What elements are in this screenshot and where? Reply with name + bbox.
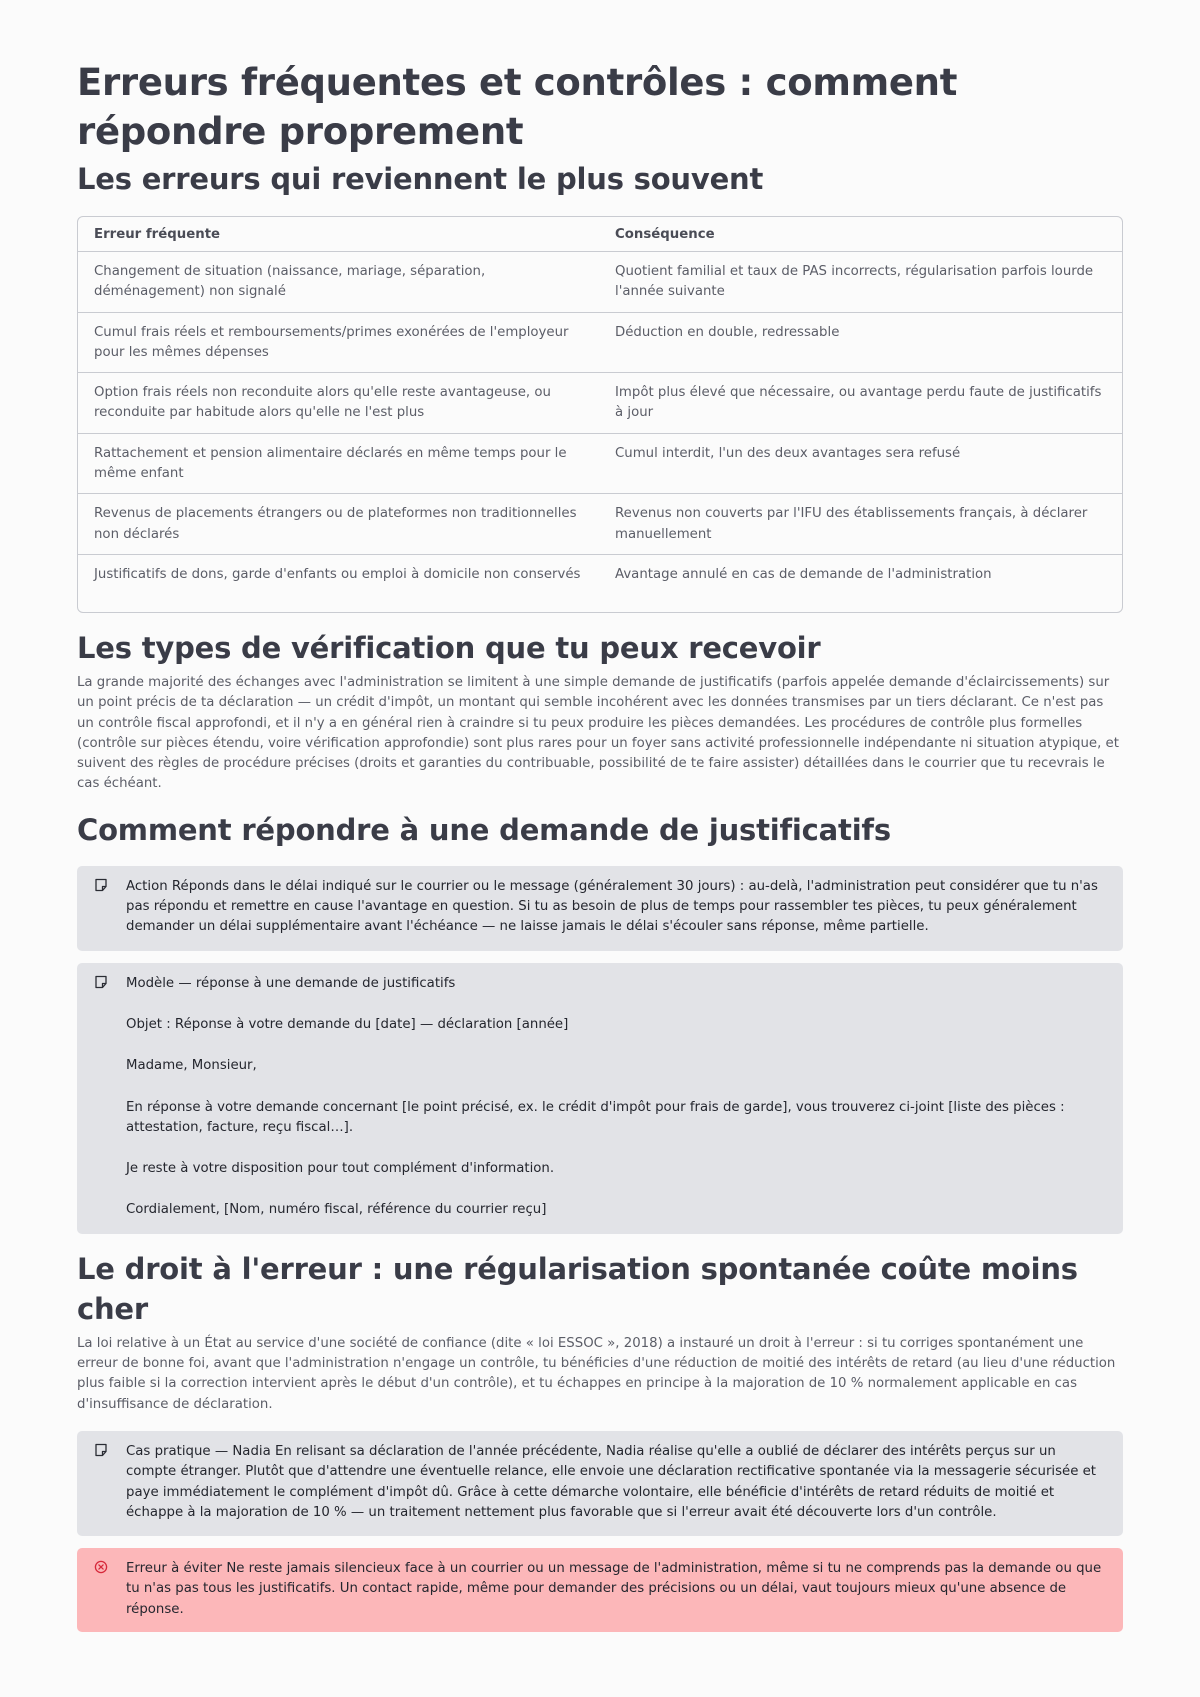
- case-study-callout: [77, 1431, 1123, 1536]
- template-closing: Je reste à votre disposition pour tout complément d'information.: [126, 1161, 555, 1177]
- errors-table: [77, 216, 1123, 613]
- page-title: Erreurs fréquentes et contrôles : comment répondre proprement: [77, 61, 958, 153]
- verification-paragraph: La grande majorité des échanges avec l'administration se limitent à une simple demande de justificatifs (parfois appelée demande d'éclaircissements) sur un point précis de ta déclaration — un crédit d'impôt, un montant qui semble incohérent avec les données transmises par un tiers déclarant. Ce n'est pas un contrôle fiscal approfondi, et il n'y a en général rien à craindre si tu peux produire les pièces demandées. Les procédures de contrôle plus formelles (contrôle sur pièces étendu, voire vérification approfondie) sont plus rares pour un foyer sans activité professionnelle indépendante ni situation atypique, et suivent des règles de procédure précises (droits et garanties du contribuable, possibilité de te faire assister) détaillées dans le courrier que tu recevrais le cas échéant.: [77, 674, 1119, 792]
- consequence-cell: Avantage annulé en cas de demande de l'administration: [599, 554, 1122, 612]
- error-circle-icon: [94, 1560, 108, 1574]
- right-to-error-paragraph: La loi relative à un État au service d'une société de confiance (dite « loi ESSOC », 2018) a instauré un droit à l'erreur : si tu corriges spontanément une erreur de bonne foi, avant que l'administration n'engage un contrôle, tu bénéficies d'une réduction de moitié des intérêts de retard (au lieu d'une réduction plus faible si la correction intervient après le début d'un contrôle), et tu échappes en principe à la majoration de 10 % normalement applicable en cas d'insuffisance de déclaration.: [77, 1335, 1116, 1412]
- action-callout-text: Action Réponds dans le délai indiqué sur le courrier ou le message (généralement 30 jours) : au-delà, l'administration peut considérer que tu n'as pas répondu et remettre en cause l'avantage en question. Si tu as besoin de plus de temps pour rassembler tes pièces, tu peux généralement demander un délai supplémentaire avant l'échéance — ne laisse jamais le délai s'écouler sans réponse, même partielle.: [126, 878, 1098, 935]
- note-icon: [94, 878, 108, 892]
- error-cell: Rattachement et pension alimentaire déclarés en même temps pour le même enfant: [78, 433, 599, 494]
- template-greeting: Madame, Monsieur,: [126, 1058, 257, 1074]
- table-row: [78, 372, 1122, 433]
- consequence-cell: Quotient familial et taux de PAS incorrects, régularisation parfois lourde l'année suivante: [599, 251, 1122, 312]
- error-cell: Justificatifs de dons, garde d'enfants ou emploi à domicile non conservés: [78, 554, 599, 612]
- case-study-text: Cas pratique — Nadia En relisant sa déclaration de l'année précédente, Nadia réalise qu'elle a oublié de déclarer des intérêts perçus sur un compte étranger. Plutôt que d'attendre une éventuelle relance, elle envoie une déclaration rectificative spontanée via la messagerie sécurisée et paye immédiatement le complément d'impôt dû. Grâce à cette démarche volontaire, elle bénéficie d'intérêts de retard réduits de moitié et échappe à la majoration de 10 % — un traitement nettement plus favorable que si l'erreur avait été découverte lors d'un contrôle.: [126, 1443, 1097, 1520]
- section-heading-errors: Les erreurs qui reviennent le plus souvent: [77, 162, 764, 196]
- warning-callout: [77, 1548, 1123, 1632]
- section-heading-right-to-error: Le droit à l'erreur : une régularisation spontanée coûte moins cher: [77, 1251, 1078, 1326]
- action-callout: [77, 866, 1123, 951]
- template-callout: [77, 963, 1123, 1234]
- column-header-consequence: Conséquence: [615, 226, 715, 242]
- table-row: [78, 251, 1122, 312]
- warning-text: Erreur à éviter Ne reste jamais silencieux face à un courrier ou un message de l'administration, même si tu ne comprends pas la demande ou que tu n'as pas tous les justificatifs. Un contact rapide, même pour demander des précisions ou un délai, vaut toujours mieux qu'une absence de réponse.: [126, 1561, 1102, 1617]
- consequence-cell: Cumul interdit, l'un des deux avantages sera refusé: [599, 433, 1122, 494]
- note-icon: [94, 1443, 108, 1457]
- table-row: [78, 554, 1122, 612]
- consequence-cell: Déduction en double, redressable: [599, 312, 1122, 373]
- consequence-cell: Revenus non couverts par l'IFU des établissements français, à déclarer manuellement: [599, 493, 1122, 554]
- error-cell: Changement de situation (naissance, mariage, séparation, déménagement) non signalé: [78, 251, 599, 312]
- template-object: Objet : Réponse à votre demande du [date] — déclaration [année]: [126, 1016, 569, 1032]
- consequence-cell: Impôt plus élevé que nécessaire, ou avantage perdu faute de justificatifs à jour: [599, 372, 1122, 433]
- column-header-error: Erreur fréquente: [94, 226, 221, 242]
- table-header-row: [78, 217, 1122, 251]
- error-cell: Revenus de placements étrangers ou de plateformes non traditionnelles non déclarés: [78, 493, 599, 554]
- template-body: En réponse à votre demande concernant [le point précisé, ex. le crédit d'impôt pour frais de garde], vous trouverez ci-joint [liste des pièces : attestation, facture, reçu fiscal…].: [126, 1099, 1065, 1135]
- error-cell: Cumul frais réels et remboursements/primes exonérées de l'employeur pour les mêmes dépenses: [78, 312, 599, 373]
- section-heading-verification: Les types de vérification que tu peux recevoir: [77, 630, 821, 665]
- error-cell: Option frais réels non reconduite alors qu'elle reste avantageuse, ou reconduite par habitude alors qu'elle ne l'est plus: [78, 372, 599, 433]
- table-row: [78, 493, 1122, 554]
- document-content: [77, 58, 1123, 1632]
- table-row: [78, 433, 1122, 494]
- template-signature: Cordialement, [Nom, numéro fiscal, référence du courrier reçu]: [126, 1202, 547, 1218]
- template-title: Modèle — réponse à une demande de justificatifs: [126, 975, 456, 991]
- section-heading-respond: Comment répondre à une demande de justificatifs: [77, 812, 891, 847]
- table-row: [78, 312, 1122, 373]
- note-icon: [94, 975, 108, 989]
